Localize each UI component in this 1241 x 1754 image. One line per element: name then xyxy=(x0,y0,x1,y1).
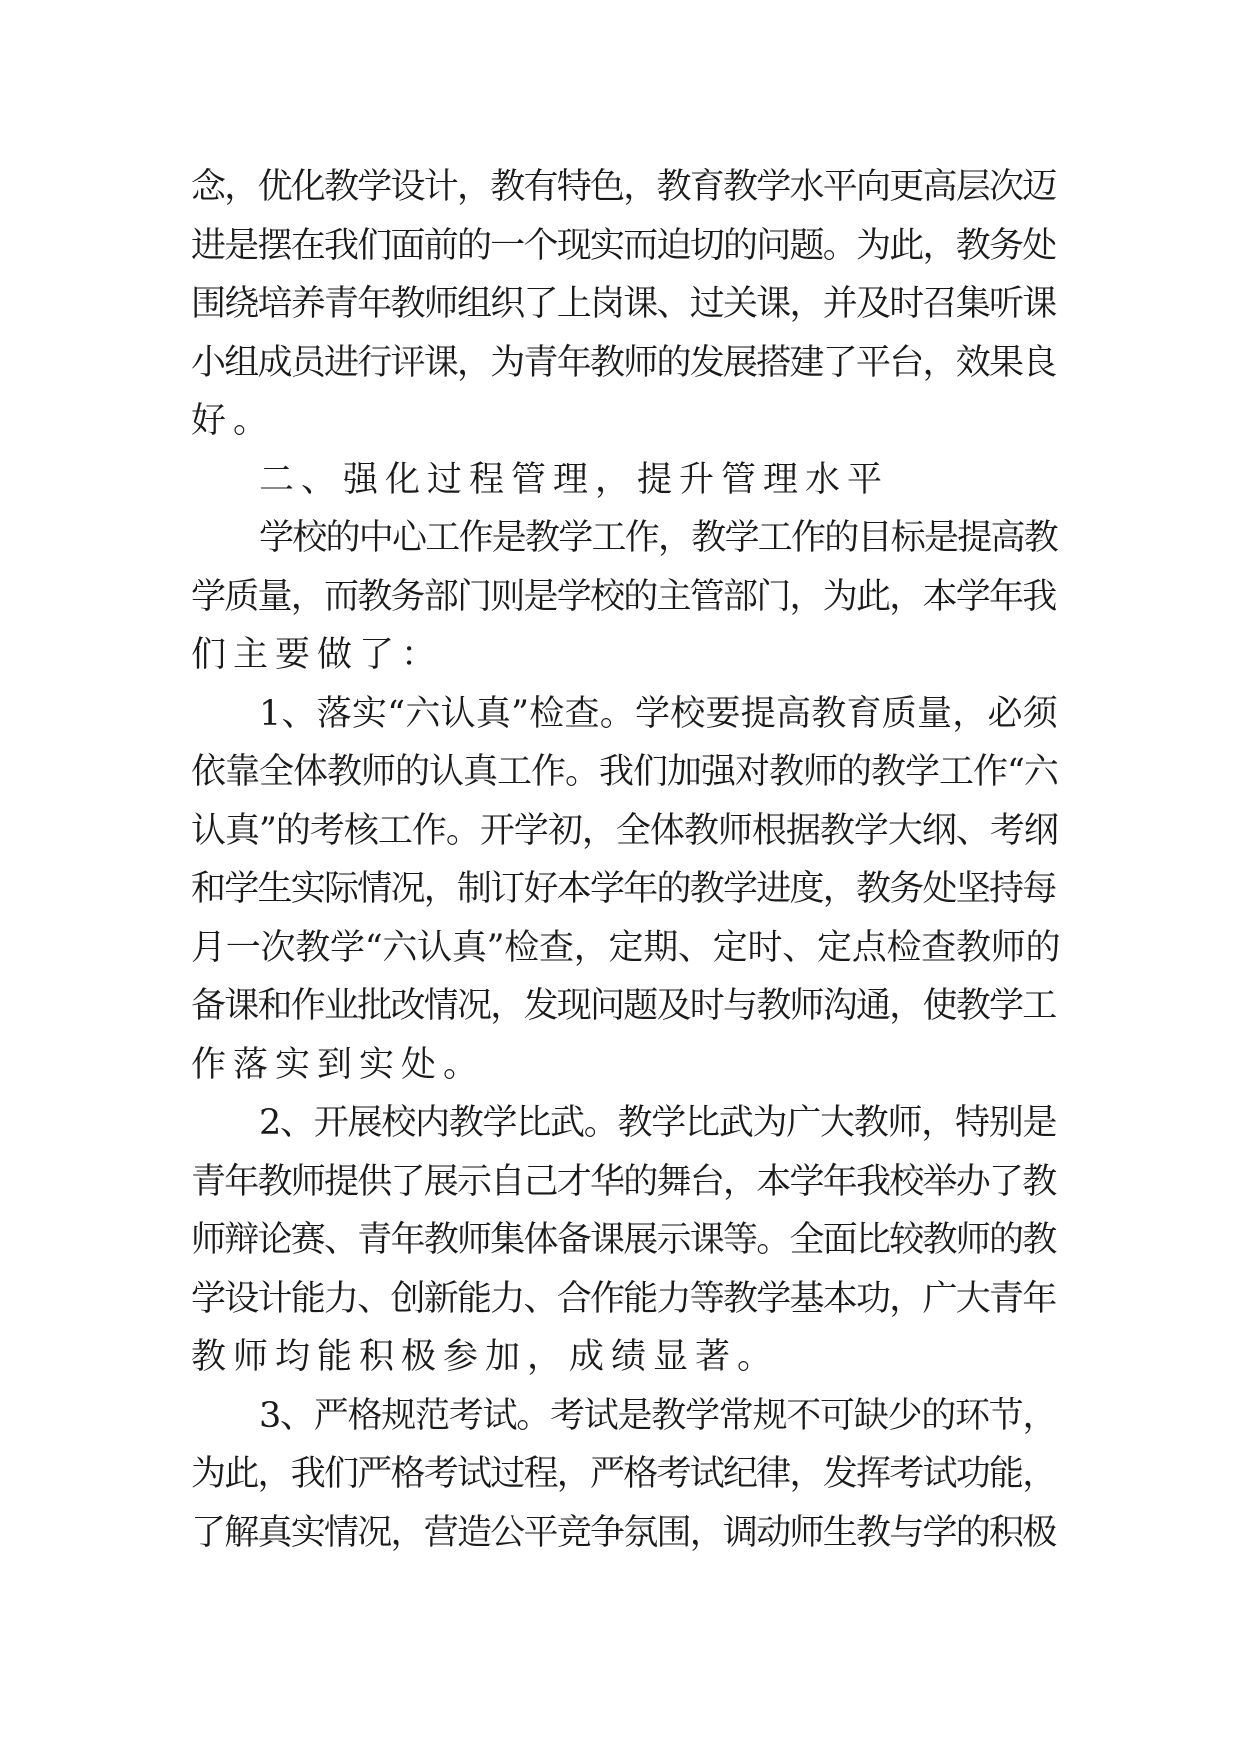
text-line: 认真”的考核工作。开学初，全体教师根据教学大纲、考纲 xyxy=(191,810,1058,851)
text-line: 好。 xyxy=(191,401,276,441)
text-line: 念，优化教学设计，教有特色，教育教学水平向更高层次迈 xyxy=(191,167,1056,207)
text-line: 学设计能力、创新能力、合作能力等教学基本功，广大青年 xyxy=(191,1278,1056,1319)
text-line: 作落实到实处。 xyxy=(191,1044,486,1085)
text-line: 月一次教学“六认真”检查，定期、定时、定点检查教师的 xyxy=(191,927,1061,968)
text-line: 为此，我们严格考试过程，严格考试纪律，发挥考试功能， xyxy=(191,1454,1056,1494)
text-line: 教师均能积极参加，成绩显著。 xyxy=(191,1337,780,1377)
text-line: 和学生实际情况，制订好本学年的教学进度，教务处坚持每 xyxy=(191,869,1056,909)
text-line: 2、开展校内教学比武。教学比武为广大教师，特别是 xyxy=(259,1103,1057,1143)
text-line: 1、落实“六认真”检查。学校要提高教育质量，必须 xyxy=(259,693,1059,734)
text-line: 备课和作业批改情况，发现问题及时与教师沟通，使教学工 xyxy=(191,986,1056,1026)
text-line: 小组成员进行评课，为青年教师的发展搭建了平台，效果良 xyxy=(191,342,1056,383)
text-line: 依靠全体教师的认真工作。我们加强对教师的教学工作“六 xyxy=(191,752,1058,792)
body-text xyxy=(191,158,1061,1562)
text-line: 了解真实情况，营造公平竞争氛围，调动师生教与学的积极 xyxy=(191,1512,1056,1553)
text-line: 们主要做了： xyxy=(191,635,444,675)
text-line: 进是摆在我们面前的一个现实而迫切的问题。为此，教务处 xyxy=(191,225,1056,266)
text-line: 师辩论赛、青年教师集体备课展示课等。全面比较教师的教 xyxy=(191,1220,1056,1260)
section-heading: 二、强化过程管理，提升管理水平 xyxy=(259,459,890,500)
text-line: 学校的中心工作是教学工作，教学工作的目标是提高教 xyxy=(259,518,1058,558)
text-line: 青年教师提供了展示自己才华的舞台，本学年我校举办了教 xyxy=(191,1161,1056,1202)
text-line: 围绕培养青年教师组织了上岗课、过关课，并及时召集听课 xyxy=(191,284,1056,324)
text-line: 学质量，而教务部门则是学校的主管部门，为此，本学年我 xyxy=(191,576,1056,617)
text-line: 3、严格规范考试。考试是教学常规不可缺少的环节， xyxy=(259,1395,1057,1436)
